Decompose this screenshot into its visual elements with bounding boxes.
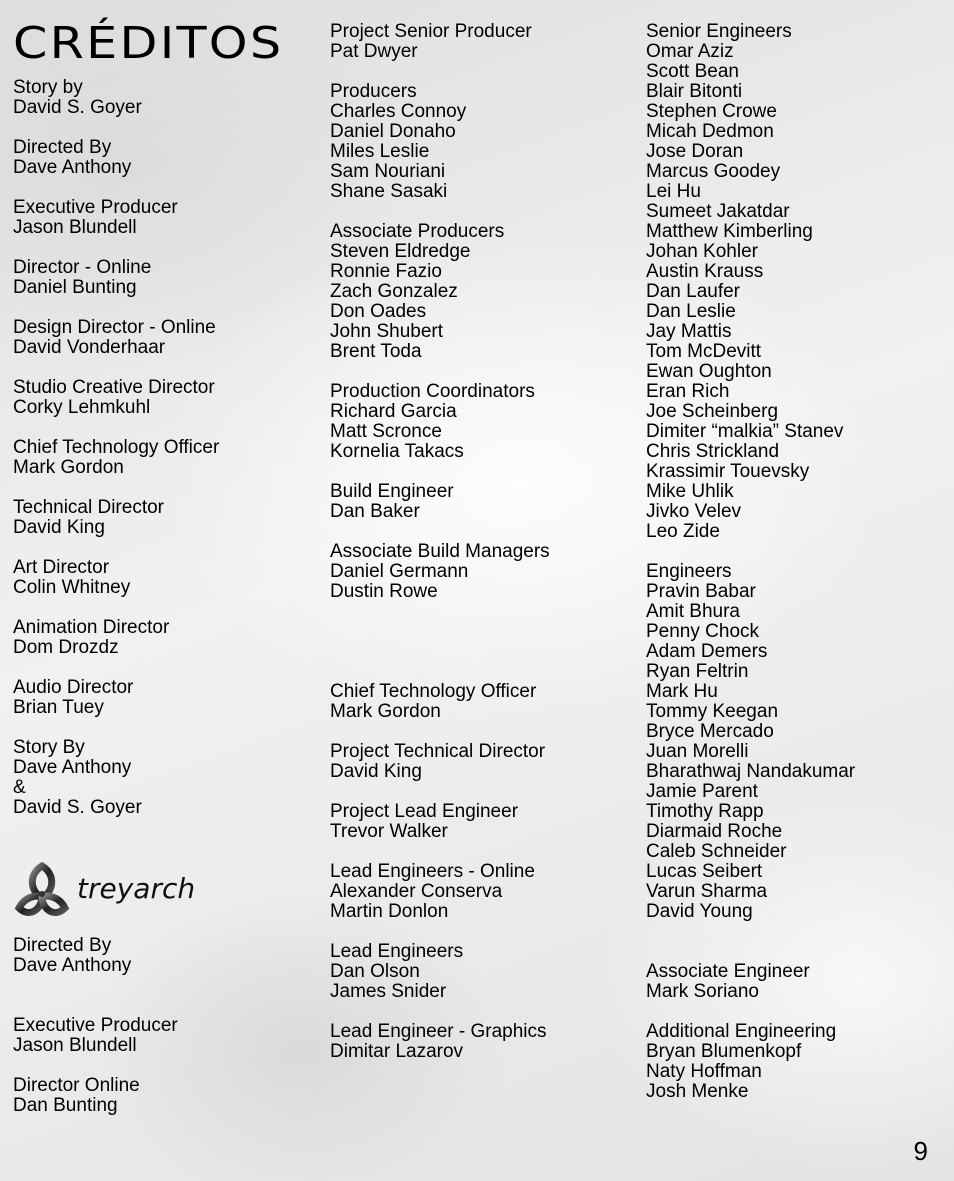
credit-line: Martin Donlon	[330, 901, 449, 922]
credit-line: Executive Producer	[13, 197, 178, 218]
spacer	[13, 178, 219, 198]
credit-line: Lead Engineers	[330, 941, 464, 962]
credits-column-2	[330, 22, 550, 1062]
credit-line: Austin Krauss	[646, 261, 764, 282]
credit-line: Dan Laufer	[646, 281, 741, 302]
credit-line: Colin Whitney	[13, 577, 131, 598]
credit-line: Lead Engineers - Online	[330, 861, 535, 882]
credit-line: David Young	[646, 901, 753, 922]
spacer	[13, 658, 219, 678]
credit-line: Brent Toda	[330, 341, 422, 362]
credit-line: Kornelia Takacs	[330, 441, 464, 462]
credit-line: Amit Bhura	[646, 601, 740, 622]
spacer	[646, 1002, 855, 1022]
credit-line: Juan Morelli	[646, 741, 749, 762]
spacer	[13, 298, 219, 318]
page-number: 9	[913, 1136, 928, 1166]
credit-line: &	[13, 777, 26, 798]
spacer	[330, 462, 550, 482]
credit-line: Technical Director	[13, 497, 164, 518]
credit-line: Story by	[13, 77, 83, 98]
credit-line: Ronnie Fazio	[330, 261, 442, 282]
credit-line: Varun Sharma	[646, 881, 768, 902]
credit-line: Brian Tuey	[13, 697, 104, 718]
credit-line: Production Coordinators	[330, 381, 535, 402]
spacer	[13, 118, 219, 138]
credit-line: Executive Producer	[13, 1015, 178, 1036]
credit-line: Marcus Goodey	[646, 161, 781, 182]
credit-line: Alexander Conserva	[330, 881, 503, 902]
credit-line: Sumeet Jakatdar	[646, 201, 790, 222]
credit-line: Trevor Walker	[330, 821, 448, 842]
credit-line: Omar Aziz	[646, 41, 734, 62]
credit-line: Art Director	[13, 557, 110, 578]
credit-line: Dave Anthony	[13, 955, 132, 976]
credit-line: Pat Dwyer	[330, 41, 418, 62]
credit-line: Blair Bitonti	[646, 81, 743, 102]
credit-line: Producers	[330, 81, 417, 102]
credit-line: Ryan Feltrin	[646, 661, 749, 682]
credit-line: Leo Zide	[646, 521, 720, 542]
credit-line: Johan Kohler	[646, 241, 758, 262]
credit-line: David S. Goyer	[13, 797, 142, 818]
spacer	[13, 538, 219, 558]
credit-line: Design Director - Online	[13, 317, 216, 338]
spacer	[330, 642, 550, 662]
credit-line: Dan Leslie	[646, 301, 736, 322]
spacer	[330, 1002, 550, 1022]
studio-logo	[11, 860, 195, 922]
credit-line: Studio Creative Director	[13, 377, 215, 398]
credit-line: Chief Technology Officer	[330, 681, 537, 702]
credit-line: Project Technical Director	[330, 741, 546, 762]
credit-line: Tommy Keegan	[646, 701, 779, 722]
credit-line: John Shubert	[330, 321, 444, 342]
credit-line: Mike Uhlik	[646, 481, 734, 502]
credit-line: David S. Goyer	[13, 97, 142, 118]
credit-line: Directed By	[13, 137, 112, 158]
credit-line: Zach Gonzalez	[330, 281, 458, 302]
credit-line: Dom Drozdz	[13, 637, 119, 658]
spacer	[330, 922, 550, 942]
credit-line: Dustin Rowe	[330, 581, 438, 602]
spacer	[13, 976, 178, 996]
treyarch-logo-icon	[11, 860, 73, 922]
credit-line: Matt Scronce	[330, 421, 442, 442]
credit-line: Joe Scheinberg	[646, 401, 779, 422]
credit-line: Matthew Kimberling	[646, 221, 813, 242]
credit-line: Miles Leslie	[330, 141, 430, 162]
spacer	[13, 718, 219, 738]
spacer	[13, 996, 178, 1016]
credit-line: Corky Lehmkuhl	[13, 397, 151, 418]
credit-line: David Vonderhaar	[13, 337, 166, 358]
spacer	[330, 522, 550, 542]
credit-line: Mark Hu	[646, 681, 718, 702]
credit-line: Dan Olson	[330, 961, 420, 982]
credits-column-1	[13, 78, 219, 818]
credit-line: Chris Strickland	[646, 441, 780, 462]
credit-line: Stephen Crowe	[646, 101, 777, 122]
credit-line: Richard Garcia	[330, 401, 457, 422]
credit-line: Senior Engineers	[646, 21, 792, 42]
credit-line: Dimiter “malkia” Stanev	[646, 421, 844, 442]
credit-line: Bryan Blumenkopf	[646, 1041, 802, 1062]
credit-line: David King	[13, 517, 105, 538]
credit-line: Sam Nouriani	[330, 161, 446, 182]
spacer	[646, 542, 855, 562]
spacer	[330, 602, 550, 622]
credit-line: Jason Blundell	[13, 217, 137, 238]
spacer	[13, 238, 219, 258]
credits-column-3	[646, 22, 855, 1102]
credit-line: Tom McDevitt	[646, 341, 762, 362]
credit-line: Jivko Velev	[646, 501, 742, 522]
credits-column-1-lower	[13, 936, 178, 1116]
credit-line: Dimitar Lazarov	[330, 1041, 464, 1062]
spacer	[13, 358, 219, 378]
credit-line: Pravin Babar	[646, 581, 756, 602]
credit-line: Bryce Mercado	[646, 721, 774, 742]
credit-line: Don Oades	[330, 301, 427, 322]
credit-line: Ewan Oughton	[646, 361, 772, 382]
credit-line: Additional Engineering	[646, 1021, 837, 1042]
credit-line: Build Engineer	[330, 481, 454, 502]
credit-line: Jason Blundell	[13, 1035, 137, 1056]
spacer	[13, 598, 219, 618]
credit-line: Adam Demers	[646, 641, 768, 662]
logo-wordmark: treyarch	[77, 871, 196, 905]
spacer	[330, 622, 550, 642]
spacer	[13, 478, 219, 498]
credit-line: David King	[330, 761, 422, 782]
credit-line: Lead Engineer - Graphics	[330, 1021, 547, 1042]
spacer	[330, 722, 550, 742]
credit-line: Project Lead Engineer	[330, 801, 519, 822]
credit-line: Dan Baker	[330, 501, 420, 522]
credit-line: Mark Gordon	[330, 701, 441, 722]
credit-line: Bharathwaj Nandakumar	[646, 761, 856, 782]
credit-line: Krassimir Touevsky	[646, 461, 810, 482]
credit-line: Project Senior Producer	[330, 21, 532, 42]
credit-line: Jay Mattis	[646, 321, 732, 342]
spacer	[330, 362, 550, 382]
credit-line: Daniel Germann	[330, 561, 469, 582]
credit-line: Dave Anthony	[13, 157, 132, 178]
credit-line: Audio Director	[13, 677, 134, 698]
credit-line: Mark Gordon	[13, 457, 124, 478]
credit-line: Associate Producers	[330, 221, 505, 242]
credit-line: Daniel Donaho	[330, 121, 456, 142]
credit-line: Engineers	[646, 561, 732, 582]
credit-line: Eran Rich	[646, 381, 730, 402]
credit-line: Directed By	[13, 935, 112, 956]
credit-line: Shane Sasaki	[330, 181, 448, 202]
credit-line: Charles Connoy	[330, 101, 467, 122]
credit-line: Dave Anthony	[13, 757, 132, 778]
spacer	[646, 942, 855, 962]
spacer	[330, 662, 550, 682]
credit-line: Diarmaid Roche	[646, 821, 783, 842]
credit-line: Associate Engineer	[646, 961, 810, 982]
credit-line: Caleb Schneider	[646, 841, 787, 862]
credit-line: Scott Bean	[646, 61, 739, 82]
page-title: CRÉDITOS	[13, 18, 284, 69]
credit-line: Animation Director	[13, 617, 170, 638]
credit-line: Mark Soriano	[646, 981, 759, 1002]
credit-line: Story By	[13, 737, 85, 758]
credit-line: James Snider	[330, 981, 447, 1002]
credit-line: Chief Technology Officer	[13, 437, 220, 458]
credit-line: Dan Bunting	[13, 1095, 118, 1116]
credit-line: Timothy Rapp	[646, 801, 764, 822]
credit-line: Daniel Bunting	[13, 277, 137, 298]
spacer	[646, 922, 855, 942]
spacer	[330, 782, 550, 802]
credit-line: Director Online	[13, 1075, 140, 1096]
spacer	[13, 1056, 178, 1076]
spacer	[330, 202, 550, 222]
credit-line: Josh Menke	[646, 1081, 749, 1102]
credit-line: Associate Build Managers	[330, 541, 550, 562]
credit-line: Lei Hu	[646, 181, 701, 202]
credit-line: Jamie Parent	[646, 781, 758, 802]
credit-line: Lucas Seibert	[646, 861, 763, 882]
credit-line: Jose Doran	[646, 141, 744, 162]
credit-line: Penny Chock	[646, 621, 760, 642]
spacer	[330, 842, 550, 862]
credit-line: Naty Hoffman	[646, 1061, 762, 1082]
credit-line: Micah Dedmon	[646, 121, 774, 142]
spacer	[13, 418, 219, 438]
credit-line: Steven Eldredge	[330, 241, 471, 262]
credit-line: Director - Online	[13, 257, 152, 278]
spacer	[330, 62, 550, 82]
